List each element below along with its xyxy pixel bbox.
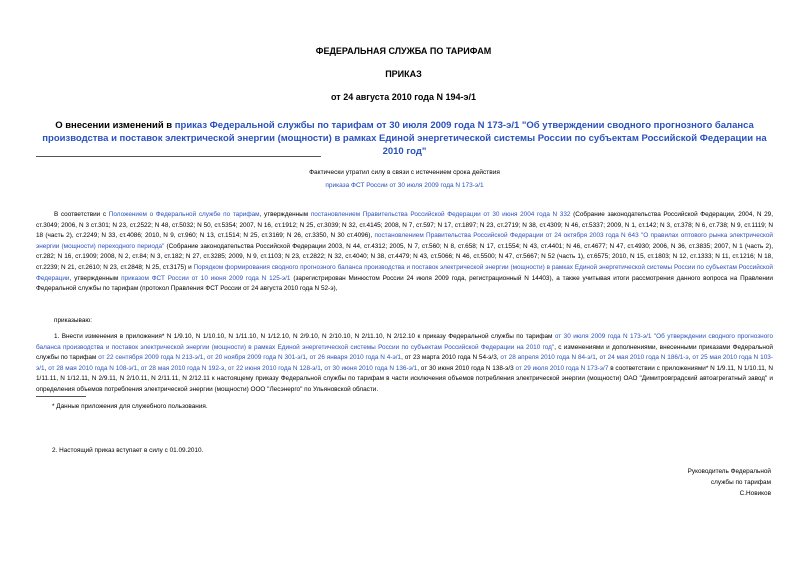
text: , от 23 марта 2010 года N 54-э/3,	[401, 354, 501, 362]
text: ,	[320, 364, 325, 372]
link-order-128[interactable]: от 22 июня 2010 года N 128-э/1	[227, 364, 321, 372]
signature-name: С.Новиков	[739, 490, 771, 497]
text: , от 30 июня 2010 года N 138-э/3	[417, 364, 516, 372]
text: (Собрание законодательства Российской Федерации 2003, N 44, ст.4312; 2005, N 7, ст.560; N 8, ст.658; N 17, ст.1554; N 43, ст.4401; N 46, ст.4677; N 47, ст.4930; 2006, N 36, ст.3835; 2007, N 1 (часть 2), ст.282; N 16, ст.1909; 2008, N 2, ст.84; N 3, ст.182; N 27, ст.3285; 2009, N 9, ст.1103; N 23, ст.2822; N 32, ст.4040; N 38, ст.4479; N 43, ст.5066; N 46, ст.5500; N 47, ст.5667; N 52 (часть 1), ст.6575; 2010, N 15, ст.1803; N 12, ст.1333; N 11, ст.1216; N 18, ст.2239; N 21, ст.2610; N 23, ст.2848; N 25, ст.3175) и	[36, 242, 773, 271]
organization-heading: ФЕДЕРАЛЬНАЯ СЛУЖБА ПО ТАРИФАМ	[315, 46, 492, 56]
signature-organization: службы по тарифам	[710, 479, 771, 486]
text: в соответствии с приложениями* N 1/9.11, N 1/10.11, N 1/11.11, N 1/12.11, N 2/9.11, N 2/10.11, N 2/11.11, N 2/12.11 к настоящему приказу Федеральной службы по тарифам в части исключения объемов потребления электрической энергии (мощности) ОАО "Димитровградский автоагрегатный завод" и определения объемов потребления электрической энергии (мощности) ООО "Лесэнерго" по Ульяновской области.	[36, 364, 773, 393]
text: (зарегистрирован Минюстом России 24 июля 2009 года, регистрационный N 14403), а также учитывая итоги рассмотрения данного вопроса на Правлении Федеральной службы по тарифам (протокол Правления ФСТ России от 24 августа 2010 года N 52-э),	[36, 274, 773, 293]
paragraph-preamble	[36, 210, 773, 295]
link-order-103[interactable]: от 25 мая 2010 года N 103-э/1	[36, 354, 773, 372]
document-title	[36, 119, 773, 158]
title-prefix: О внесении изменений в	[55, 120, 175, 131]
footnote-divider	[36, 396, 86, 397]
document-type-heading: ПРИКАЗ	[385, 69, 422, 79]
link-balance-procedure[interactable]: Порядком формирования сводного прогнозного баланса производства и поставок электрической энергии (мощности) в рамках Единой энергетической системы России по субъектам Российской Федерации	[36, 263, 773, 282]
link-fst-regulation[interactable]: Положением о Федеральной службе по тарифам	[108, 211, 260, 218]
text: 1. Внести изменения в приложения* N 1/9.10, N 1/10.10, N 1/11.10, N 1/12.10, N 2/9.10, N 2/10.10, N 2/11.10, N 2/12.10 к приказу Федеральной службы по тарифам	[54, 333, 553, 340]
status-line: Фактически утратил силу в связи с истечением срока действия	[309, 169, 500, 176]
ordered-word: приказываю:	[54, 317, 92, 324]
text: ,	[203, 354, 207, 362]
footnote: * Данные приложения для служебного пользования.	[52, 403, 208, 410]
link-order-192[interactable]: от 28 мая 2010 года N 192-э	[140, 364, 225, 372]
text: ,	[595, 354, 600, 362]
title-link[interactable]: приказ Федеральной службы по тарифам от 30 июля 2009 года N 173-э/1 "Об утверждении сводного прогнозного баланса производства и поставок электрической энергии (мощности) в рамках Единой энергетической системы России по субъектам Российской Федерации на 2010 год"	[42, 120, 767, 157]
link-order-186[interactable]: от 24 мая 2010 года N 186/1-э	[599, 354, 689, 362]
link-order-173-7[interactable]: от 29 июля 2010 года N 173-э/7	[515, 364, 609, 372]
link-order-213[interactable]: от 22 сентября 2009 года N 213-э/1	[98, 354, 204, 362]
paragraph-item-1	[36, 332, 773, 396]
text: ,	[688, 354, 693, 362]
link-fst-order-125[interactable]: приказом ФСТ России от 10 июня 2009 года N 125-э/1	[121, 274, 291, 282]
text: В соответствии с	[54, 211, 109, 218]
link-order-301[interactable]: от 20 ноября 2009 года N 301-э/1	[206, 354, 306, 362]
text: ,	[44, 364, 49, 372]
text: , с изменениями и дополнениями, внесенными приказами Федеральной службы по тарифам	[36, 343, 773, 362]
link-order-173[interactable]: от 30 июля 2009 года N 173-э/1 "Об утверждении сводного прогнозного баланса производства и поставок электрической энергии (мощности) в рамках Единой энергетической системы России по субъектам Российской Федерации на 2010 год"	[36, 333, 773, 351]
text: ,	[137, 364, 141, 372]
text: (Собрание законодательства Российской Федерации, 2004, N 29, ст.3049; 2006, N 3 ст.301; N 23, ст.2522; N 48, ст.5032; N 50, ст.5354; 2007, N 16, ст.1912; N 25, ст.3039; N 32, ст.4145; 2008, N 7, ст.597; N 17, ст.1897; N 23, ст.2719; N 38, ст.4309; N 46, ст.5337; 2009, N 1, ст.142; N 3, ст.378; N 6, ст.738; N 9, ст.1119; N 18 (часть 2), ст.2249; N 33, ст.4086; 2010, N 9, ст.960; N 13, ст.1514; N 25, ст.3169; N 26, ст.3350, N 30 ст.4096),	[36, 211, 773, 240]
text: ,	[224, 364, 228, 372]
link-order-108[interactable]: от 28 мая 2010 года N 108-э/1	[48, 364, 138, 372]
divider	[36, 156, 321, 157]
link-government-decree-643[interactable]: постановлением Правительства Российской Федерации от 24 октября 2003 года N 643 "О правилах оптового рынка электрической энергии (мощности) переходного периода"	[36, 232, 774, 250]
text: ,	[305, 354, 310, 362]
document-date-number: от 24 августа 2010 года N 194-э/1	[331, 92, 476, 102]
link-government-decree-332[interactable]: постановлением Правительства Российской Федерации от 30 июня 2004 года N 332	[310, 211, 571, 218]
status-note	[36, 166, 773, 192]
text: , утвержденным	[259, 211, 311, 218]
link-order-4[interactable]: от 26 января 2010 года N 4-э/1	[309, 354, 402, 362]
signature-position: Руководитель Федеральной	[687, 468, 771, 475]
text: , утвержденным	[69, 274, 122, 282]
signature-block	[688, 466, 771, 499]
link-order-84[interactable]: от 28 апреля 2010 года N 84-э/1	[500, 354, 596, 362]
status-link[interactable]: приказа ФСТ России от 30 июля 2009 года N 173-э/1	[325, 182, 484, 189]
link-order-136[interactable]: от 30 июня 2010 года N 136-э/1	[324, 364, 418, 372]
paragraph-item-2: 2. Настоящий приказ вступает в силу с 01.09.2010.	[52, 447, 204, 454]
